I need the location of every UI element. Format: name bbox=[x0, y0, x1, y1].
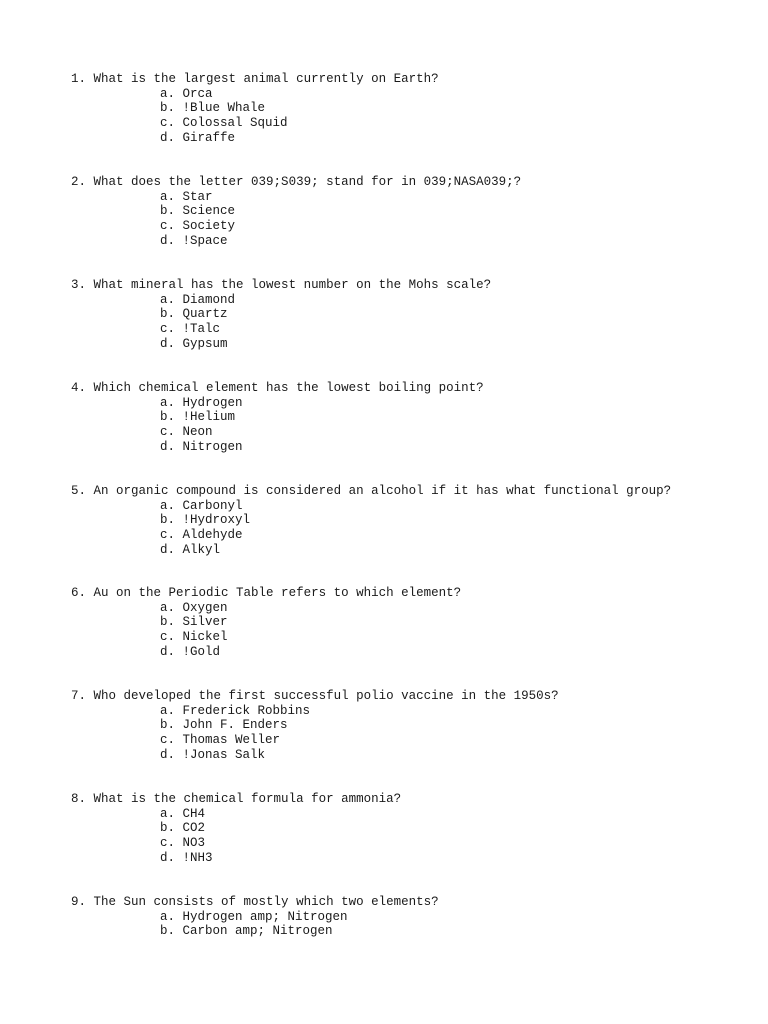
option-letter: a. bbox=[160, 292, 176, 307]
option-text: Orca bbox=[182, 86, 213, 101]
answer-option bbox=[160, 851, 751, 866]
question-text-line bbox=[71, 586, 751, 601]
option-letter: c. bbox=[160, 425, 176, 440]
answer-option bbox=[160, 499, 751, 514]
question-number: 5. bbox=[71, 484, 87, 498]
option-text: Hydrogen bbox=[182, 395, 243, 410]
option-text: CO2 bbox=[182, 821, 206, 836]
option-text: !Gold bbox=[182, 644, 221, 659]
answer-options bbox=[71, 190, 751, 249]
option-letter: d. bbox=[160, 233, 176, 248]
option-letter: a. bbox=[160, 909, 176, 924]
answer-option bbox=[160, 733, 751, 748]
question-text: The Sun consists of mostly which two elements? bbox=[93, 895, 439, 909]
answer-option bbox=[160, 807, 751, 822]
answer-option bbox=[160, 440, 751, 455]
answer-option bbox=[160, 821, 751, 836]
answer-option bbox=[160, 396, 751, 411]
question-text: Au on the Periodic Table refers to which element? bbox=[93, 586, 462, 600]
option-letter: b. bbox=[160, 718, 176, 733]
question-7 bbox=[71, 689, 751, 762]
answer-option bbox=[160, 615, 751, 630]
option-text: !Hydroxyl bbox=[182, 513, 251, 528]
question-number: 9. bbox=[71, 895, 87, 909]
question-5 bbox=[71, 484, 751, 557]
answer-options bbox=[71, 704, 751, 763]
answer-options bbox=[71, 807, 751, 866]
option-text: Gypsum bbox=[182, 336, 228, 351]
option-text: !Talc bbox=[182, 322, 221, 337]
option-letter: b. bbox=[160, 204, 176, 219]
option-letter: d. bbox=[160, 644, 176, 659]
option-letter: a. bbox=[160, 189, 176, 204]
option-letter: a. bbox=[160, 86, 176, 101]
answer-option bbox=[160, 645, 751, 660]
answer-options bbox=[71, 499, 751, 558]
answer-options bbox=[71, 396, 751, 455]
option-text: Quartz bbox=[182, 307, 228, 322]
option-text: Carbonyl bbox=[182, 498, 243, 513]
question-number: 7. bbox=[71, 689, 87, 703]
answer-option bbox=[160, 410, 751, 425]
option-text: !NH3 bbox=[182, 850, 213, 865]
option-text: Carbon amp; Nitrogen bbox=[182, 924, 333, 939]
question-number: 3. bbox=[71, 278, 87, 292]
answer-option bbox=[160, 718, 751, 733]
question-9 bbox=[71, 895, 751, 939]
answer-option bbox=[160, 87, 751, 102]
question-text-line bbox=[71, 278, 751, 293]
option-text: Neon bbox=[182, 425, 213, 440]
option-text: Colossal Squid bbox=[182, 116, 288, 131]
question-text: Which chemical element has the lowest boiling point? bbox=[93, 381, 484, 395]
option-letter: d. bbox=[160, 336, 176, 351]
option-letter: a. bbox=[160, 806, 176, 821]
option-text: Giraffe bbox=[182, 130, 236, 145]
option-letter: b. bbox=[160, 615, 176, 630]
option-letter: d. bbox=[160, 747, 176, 762]
option-letter: c. bbox=[160, 528, 176, 543]
option-text: Alkyl bbox=[182, 542, 221, 557]
option-text: Star bbox=[182, 189, 213, 204]
option-text: !Blue Whale bbox=[182, 101, 266, 116]
question-text-line bbox=[71, 484, 751, 499]
answer-option bbox=[160, 337, 751, 352]
option-text: Frederick Robbins bbox=[182, 703, 311, 718]
question-text-line bbox=[71, 792, 751, 807]
answer-option bbox=[160, 204, 751, 219]
answer-option bbox=[160, 748, 751, 763]
option-text: Silver bbox=[182, 615, 228, 630]
option-letter: c. bbox=[160, 836, 176, 851]
option-letter: d. bbox=[160, 130, 176, 145]
question-8 bbox=[71, 792, 751, 865]
question-text: What does the letter 039;S039; stand for in 039;NASA039;? bbox=[93, 175, 522, 189]
option-text: Aldehyde bbox=[182, 528, 243, 543]
question-text: What mineral has the lowest number on the Mohs scale? bbox=[93, 278, 492, 292]
answer-option bbox=[160, 601, 751, 616]
question-2 bbox=[71, 175, 751, 248]
option-text: !Jonas Salk bbox=[182, 747, 266, 762]
option-text: CH4 bbox=[182, 806, 206, 821]
question-text-line bbox=[71, 381, 751, 396]
question-number: 1. bbox=[71, 72, 87, 86]
question-text: Who developed the first successful polio vaccine in the 1950s? bbox=[93, 689, 559, 703]
option-text: NO3 bbox=[182, 836, 206, 851]
option-text: Science bbox=[182, 204, 236, 219]
answer-options bbox=[71, 910, 751, 939]
question-text-line bbox=[71, 895, 751, 910]
question-6 bbox=[71, 586, 751, 659]
option-text: Diamond bbox=[182, 292, 236, 307]
answer-option bbox=[160, 910, 751, 925]
option-letter: c. bbox=[160, 733, 176, 748]
option-letter: c. bbox=[160, 322, 176, 337]
option-letter: a. bbox=[160, 395, 176, 410]
answer-option bbox=[160, 543, 751, 558]
option-letter: b. bbox=[160, 410, 176, 425]
answer-options bbox=[71, 87, 751, 146]
question-text: What is the largest animal currently on Earth? bbox=[93, 72, 439, 86]
option-text: !Space bbox=[182, 233, 228, 248]
option-letter: b. bbox=[160, 513, 176, 528]
answer-option bbox=[160, 101, 751, 116]
option-letter: d. bbox=[160, 542, 176, 557]
question-number: 2. bbox=[71, 175, 87, 189]
option-letter: b. bbox=[160, 924, 176, 939]
answer-option bbox=[160, 513, 751, 528]
answer-option bbox=[160, 425, 751, 440]
answer-option bbox=[160, 219, 751, 234]
option-letter: a. bbox=[160, 600, 176, 615]
option-text: Society bbox=[182, 219, 236, 234]
answer-option bbox=[160, 190, 751, 205]
answer-option bbox=[160, 116, 751, 131]
answer-option bbox=[160, 836, 751, 851]
answer-option bbox=[160, 630, 751, 645]
option-letter: c. bbox=[160, 219, 176, 234]
answer-options bbox=[71, 601, 751, 660]
answer-option bbox=[160, 307, 751, 322]
question-text-line bbox=[71, 72, 751, 87]
question-1 bbox=[71, 72, 751, 145]
question-text: An organic compound is considered an alcohol if it has what functional group? bbox=[93, 484, 672, 498]
question-number: 4. bbox=[71, 381, 87, 395]
option-letter: d. bbox=[160, 850, 176, 865]
option-text: John F. Enders bbox=[182, 718, 288, 733]
option-letter: d. bbox=[160, 439, 176, 454]
option-letter: b. bbox=[160, 101, 176, 116]
answer-option bbox=[160, 322, 751, 337]
option-text: !Helium bbox=[182, 410, 236, 425]
option-letter: b. bbox=[160, 821, 176, 836]
answer-option bbox=[160, 924, 751, 939]
question-text-line bbox=[71, 689, 751, 704]
option-letter: b. bbox=[160, 307, 176, 322]
question-number: 6. bbox=[71, 586, 87, 600]
question-text-line bbox=[71, 175, 751, 190]
option-text: Hydrogen amp; Nitrogen bbox=[182, 909, 348, 924]
option-text: Nitrogen bbox=[182, 439, 243, 454]
option-letter: c. bbox=[160, 630, 176, 645]
question-4 bbox=[71, 381, 751, 454]
option-letter: a. bbox=[160, 498, 176, 513]
answer-options bbox=[71, 293, 751, 352]
answer-option bbox=[160, 234, 751, 249]
answer-option bbox=[160, 293, 751, 308]
answer-option bbox=[160, 131, 751, 146]
question-3 bbox=[71, 278, 751, 351]
answer-option bbox=[160, 704, 751, 719]
option-text: Thomas Weller bbox=[182, 733, 281, 748]
option-letter: a. bbox=[160, 703, 176, 718]
question-number: 8. bbox=[71, 792, 87, 806]
option-letter: c. bbox=[160, 116, 176, 131]
question-text: What is the chemical formula for ammonia? bbox=[93, 792, 402, 806]
answer-option bbox=[160, 528, 751, 543]
option-text: Nickel bbox=[182, 630, 228, 645]
option-text: Oxygen bbox=[182, 600, 228, 615]
